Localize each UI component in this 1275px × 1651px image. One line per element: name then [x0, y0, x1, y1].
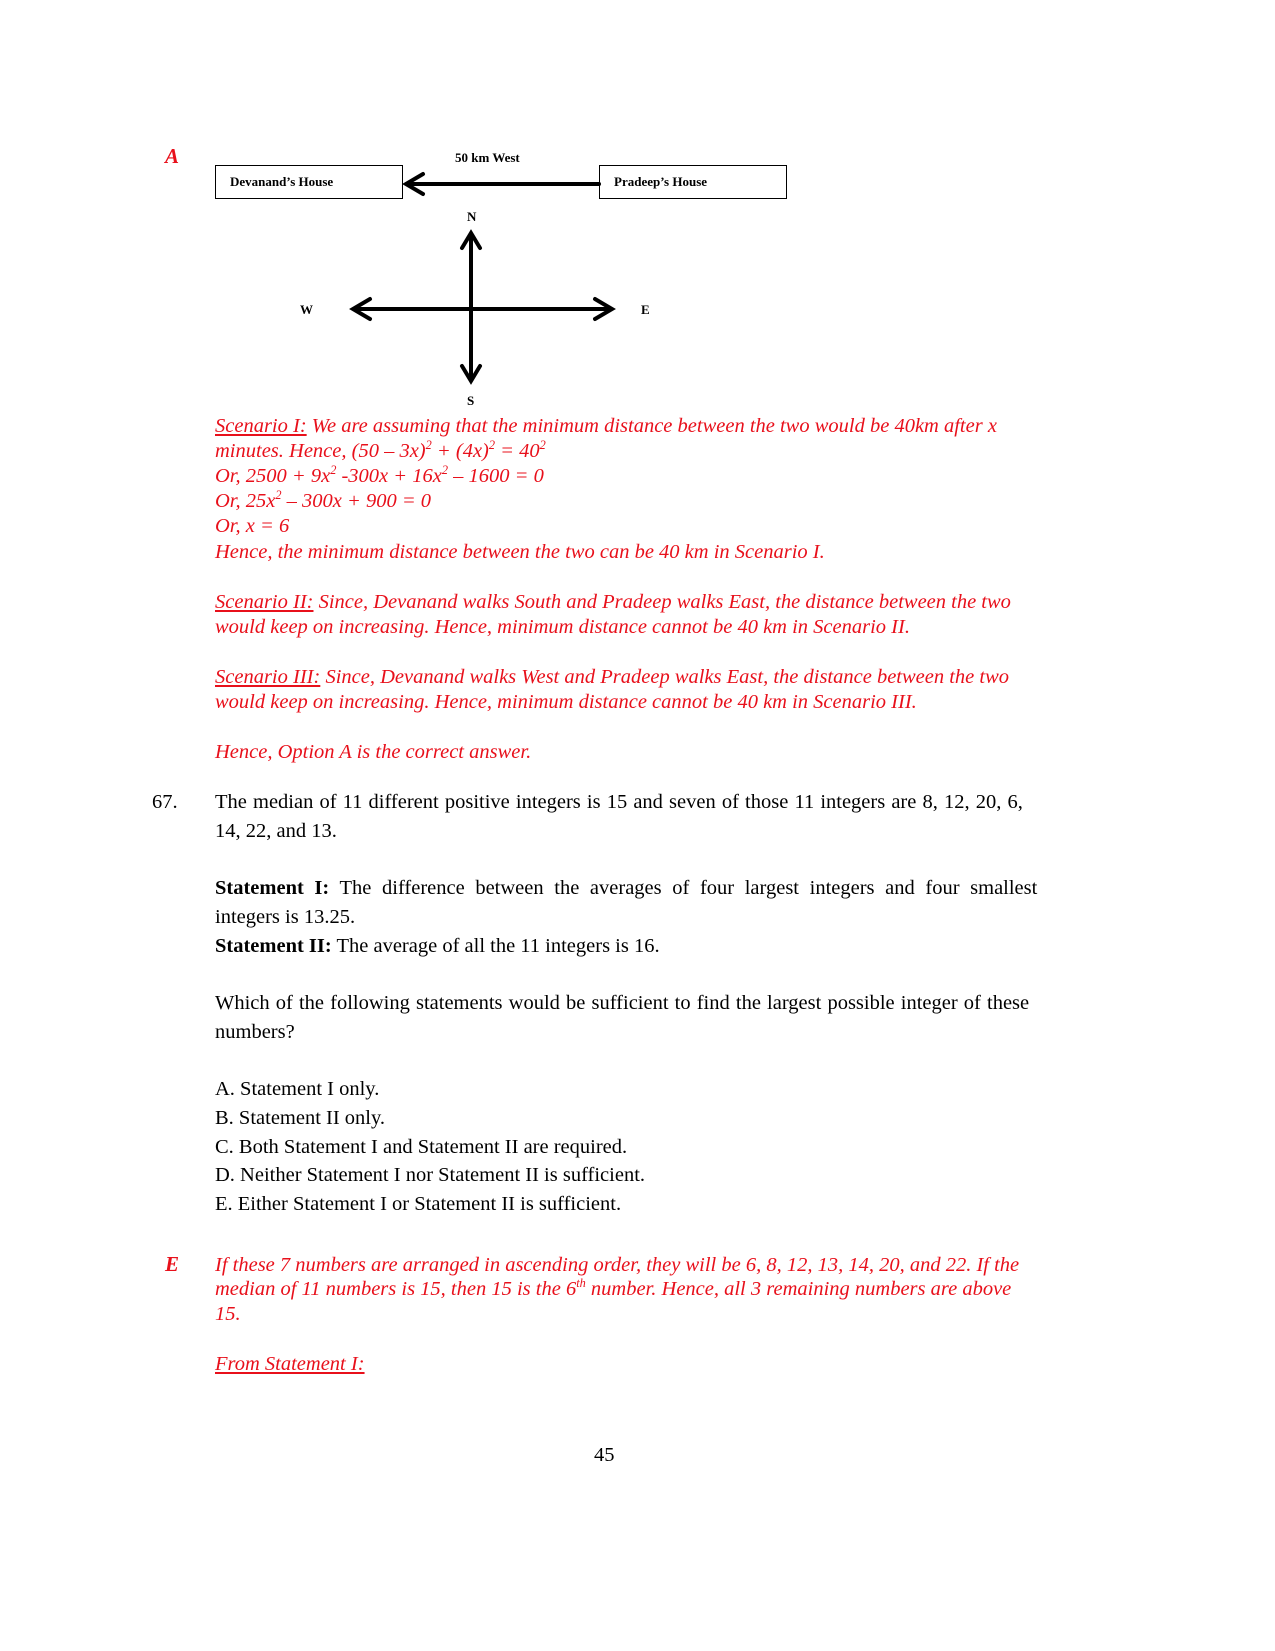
statement-1-line-2: integers is 13.25.	[215, 906, 356, 928]
eq-part: Or, 25x	[215, 490, 276, 512]
compass	[353, 233, 612, 381]
pradeep-house-label: Pradeep’s House	[614, 174, 708, 189]
compass-north-label: N	[467, 209, 477, 224]
statement-2-text: The average of all the 11 integers is 16.	[331, 935, 660, 957]
option-e: E. Either Statement I or Statement II is sufficient.	[215, 1193, 622, 1215]
question-prompt-line-2: numbers?	[215, 1021, 295, 1043]
question-number: 67.	[152, 791, 178, 813]
scenario-3-text: Since, Devanand walks West and Pradeep walks East, the distance between the two	[320, 666, 1010, 688]
compass-west-label: W	[300, 302, 313, 317]
statement-2-label: Statement II:	[215, 935, 332, 957]
exponent: 2	[441, 463, 448, 478]
scenario-2-line-1	[215, 589, 1011, 615]
answer-line-2	[215, 1276, 1011, 1302]
scenario-1-line-5: Or, x = 6	[215, 515, 290, 537]
ordinal-suffix: th	[576, 1276, 586, 1291]
eq-part: Or, 2500 + 9x	[215, 465, 331, 487]
question-prompt-line-1: Which of the following statements would be sufficient to find the largest possible integer of these	[215, 992, 1030, 1014]
exponent: 2	[539, 438, 546, 453]
scenario-1-heading: Scenario I:	[215, 415, 307, 437]
exponent: 2	[488, 438, 496, 453]
diagram-arrows	[0, 0, 1275, 420]
scenario-1-line-6: Hence, the minimum distance between the two can be 40 km in Scenario I.	[215, 541, 825, 563]
statement-1-line-1	[215, 875, 1037, 901]
scenario-1-text: We are assuming that the minimum distance between the two would be 40km after x	[306, 415, 997, 437]
distance-label: 50 km West	[455, 150, 520, 165]
exponent: 2	[275, 488, 282, 503]
option-c: C. Both Statement I and Statement II are required.	[215, 1136, 628, 1158]
option-b: B. Statement II only.	[215, 1107, 386, 1129]
eq-part: = 40	[495, 440, 540, 462]
page-number: 45	[594, 1444, 615, 1466]
eq-part: + (4x)	[431, 440, 489, 462]
eq-part: – 1600 = 0	[448, 465, 544, 487]
conclusion: Hence, Option A is the correct answer.	[215, 741, 532, 763]
scenario-1-line-3	[215, 463, 544, 489]
west-arrow	[406, 174, 599, 194]
eq-part: – 300x + 900 = 0	[281, 490, 432, 512]
scenario-2-line-2: would keep on increasing. Hence, minimum distance cannot be 40 km in Scenario II.	[215, 616, 910, 638]
answer-line-3: 15.	[215, 1303, 241, 1325]
scenario-3-line-1	[215, 664, 1009, 690]
scenario-3-heading: Scenario III:	[215, 666, 321, 688]
scenario-1-line-1	[215, 413, 997, 439]
exponent: 2	[330, 463, 337, 478]
question-stem-line-1: The median of 11 different positive integers is 15 and seven of those 11 integers are 8, 12, 20, 6,	[215, 791, 1023, 813]
statement-2	[215, 933, 660, 959]
scenario-1-line-4	[215, 488, 431, 514]
devanand-house-label: Devanand’s House	[230, 174, 334, 189]
answer-letter-prev: A	[165, 144, 180, 168]
answer-text: median of 11 numbers is 15, then 15 is the 6	[215, 1278, 577, 1300]
option-d: D. Neither Statement I nor Statement II is sufficient.	[215, 1164, 646, 1186]
compass-east-label: E	[641, 302, 650, 317]
answer-letter: E	[165, 1252, 180, 1276]
scenario-1-line-2	[215, 438, 546, 464]
from-statement-1-heading: From Statement I:	[215, 1353, 365, 1375]
exponent: 2	[425, 438, 432, 453]
question-stem-line-2: 14, 22, and 13.	[215, 820, 337, 842]
scenario-2-heading: Scenario II:	[215, 591, 314, 613]
eq-part: -300x + 16x	[336, 465, 442, 487]
answer-text: number. Hence, all 3 remaining numbers are above	[585, 1278, 1012, 1300]
compass-south-label: S	[467, 393, 475, 408]
statement-1-text: The difference between the averages of four largest integers and four smallest	[329, 877, 1038, 899]
scenario-2-text: Since, Devanand walks South and Pradeep walks East, the distance between the two	[313, 591, 1011, 613]
option-a: A. Statement I only.	[215, 1078, 380, 1100]
answer-line-1: If these 7 numbers are arranged in ascending order, they will be 6, 8, 12, 13, 14, 20, and 22. If the	[215, 1254, 1020, 1276]
scenario-3-line-2: would keep on increasing. Hence, minimum distance cannot be 40 km in Scenario III.	[215, 691, 917, 713]
statement-1-label: Statement I:	[215, 877, 330, 899]
eq-part: minutes. Hence, (50 – 3x)	[215, 440, 426, 462]
